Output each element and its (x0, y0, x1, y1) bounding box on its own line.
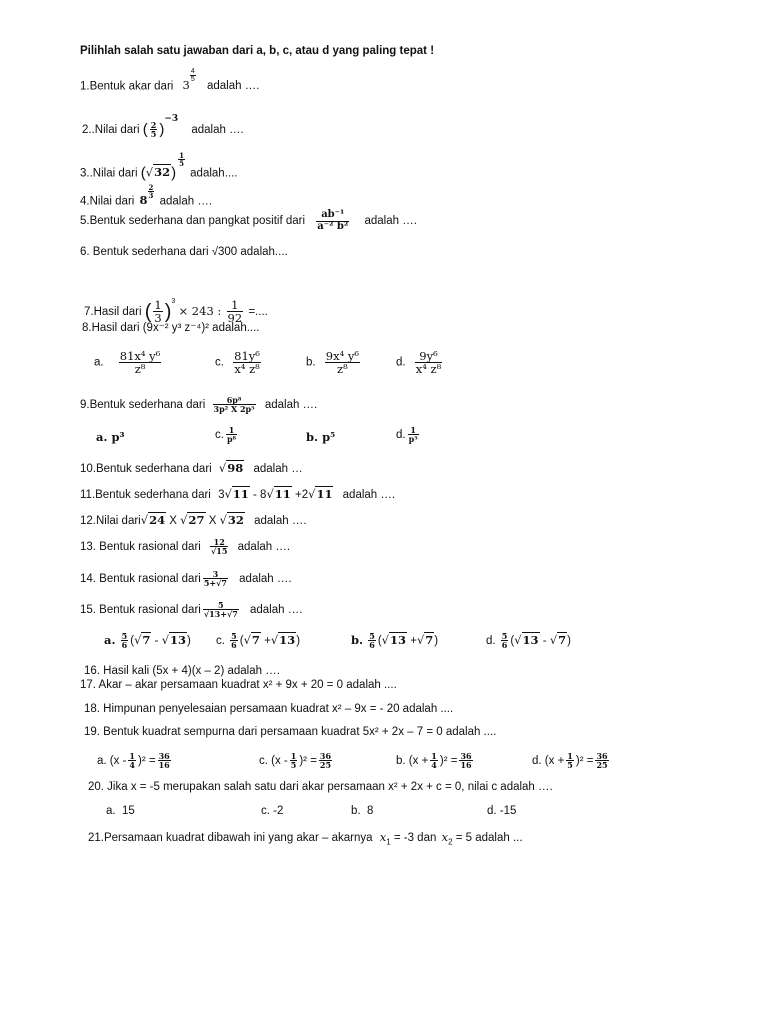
question-9-fraction: $\frac{\text{6p⁸}}{\text{3p² X 2p⁵}}$ (213, 395, 255, 415)
question-15-option-a-fraction: $\frac{5}{6}$ (121, 631, 128, 651)
question-15-lead: 15. Bentuk rasional dari (80, 603, 201, 616)
question-13-fraction: $\frac{12}{√15}$ (211, 537, 228, 557)
question-9-option-a: a. p³ (96, 430, 125, 444)
question-1-tail: adalah …. (206, 80, 260, 93)
question-9-lead: 9.Bentuk sederhana dari (80, 398, 206, 411)
question-15-option-d: d. $\frac{5}{6}$ (√13 - √7) (486, 631, 571, 651)
question-4-exponent: $\frac{2}{3}$ (148, 183, 154, 201)
question-1-lead: 1.Bentuk akar dari (80, 80, 174, 93)
question-15-fraction: $\frac{5}{√13+√7}$ (203, 600, 238, 620)
question-10-tail: adalah … (253, 463, 303, 475)
question-8: 8.Hasil dari (9x⁻² y³ z⁻⁴)² adalah.... (82, 322, 260, 334)
question-4-lead: 4.Nilai dari (80, 195, 135, 208)
question-9-option-c-fraction: $\frac{1}{\text{p⁸}}$ (226, 425, 237, 445)
question-12-lead: 12.Nilai dari (80, 515, 141, 527)
question-15-option-b-fraction: $\frac{5}{6}$ (369, 631, 375, 651)
question-9-option-d: d. $\frac{1}{\text{p⁵}}$ (396, 425, 418, 445)
question-8-option-a-fraction: $\frac{\text{81x⁴ y⁶}}{\text{z⁸}}$ (119, 349, 161, 377)
question-7: 7.Hasil dari ( $\frac{1}{3}$ )$^3$ × 243 : $\frac{1}{92}$ =.... (84, 298, 268, 326)
question-2-exponent: −3 (164, 114, 179, 124)
question-19-option-d: d. (x + $\frac{1}{5}$ )² = $\frac{36}{25}$ (532, 751, 608, 771)
question-13 (80, 538, 290, 556)
question-21: 21.Persamaan kuadrat dibawah ini yang akar – akarnya $x_1 = -3$ dan $x_2 = 5$ adalah ... (88, 830, 523, 847)
question-13-tail: adalah …. (237, 540, 291, 553)
question-8-option-d-fraction: $\frac{\text{9y⁶}}{\text{x⁴ z⁸}}$ (415, 349, 442, 377)
question-14-fraction: $\frac{3}{5+√7}$ (203, 569, 227, 589)
question-20: 20. Jika x = -5 merupakan salah satu dari akar persamaan x² + 2x + c = 0, nilai c adalah …. (88, 781, 553, 793)
question-9 (80, 396, 317, 414)
question-4-tail: adalah …. (159, 195, 213, 208)
question-9-option-b: b. p⁵ (306, 430, 336, 444)
question-7-lead: 7.Hasil dari (84, 306, 142, 318)
question-3-exponent: $\frac{1}{5}$ (179, 151, 184, 169)
question-8-option-d: d. $\frac{\text{9y⁶}}{\text{x⁴ z⁸}}$ (396, 349, 442, 377)
question-1-exponent: $\frac{4}{5}$ (190, 68, 195, 84)
question-19-option-c: c. (x - $\frac{1}{5}$ )² = $\frac{36}{25}$ (259, 751, 332, 771)
question-19-option-b: b. (x + $\frac{1}{4}$ )² = $\frac{36}{16}$ (396, 751, 472, 771)
question-4-base: 8 (139, 193, 148, 208)
question-8-option-b: b. $\frac{\text{9x⁴ y⁶}}{\text{z⁸}}$ (306, 349, 359, 377)
question-3-tail: adalah.... (190, 167, 238, 180)
question-14-lead: 14. Bentuk rasional dari (80, 572, 201, 585)
question-20-option-b: b. 8 (351, 805, 374, 817)
question-3-lead: 3..Nilai dari (80, 167, 138, 180)
question-9-option-d-fraction: $\frac{1}{\text{p⁵}}$ (408, 425, 418, 445)
question-5-tail: adalah …. (364, 215, 417, 228)
question-15-option-b: b. $\frac{5}{6}$ (√13 +√7) (351, 631, 439, 651)
question-15 (80, 601, 302, 619)
question-7-mid: × 243 : (178, 304, 222, 318)
instruction-heading: Pilihlah salah satu jawaban dari a, b, c, atau d yang paling tepat ! (80, 45, 435, 57)
question-17: 17. Akar – akar persamaan kuadrat x² + 9x + 20 = 0 adalah .... (80, 679, 397, 691)
question-2-tail: adalah …. (191, 124, 244, 136)
question-15-option-c: c. $\frac{5}{6}$ (√7 +√13) (216, 631, 301, 651)
question-10-radicand: 98 (227, 461, 244, 475)
question-20-option-a: a. 15 (106, 805, 135, 817)
question-19-option-a: a. (x - $\frac{1}{4}$ )² = $\frac{36}{16}$ (97, 751, 170, 771)
question-5-lead: 5.Bentuk sederhana dan pangkat positif dari (80, 215, 306, 228)
question-18: 18. Himpunan penyelesaian persamaan kuadrat x² – 9x = - 20 adalah .... (84, 703, 454, 715)
question-14 (80, 570, 292, 588)
question-10-lead: 10.Bentuk sederhana dari (80, 463, 212, 475)
question-15-option-a: a. $\frac{5}{6}$ (√7 - √13) (104, 631, 191, 651)
question-1 (80, 68, 259, 93)
question-3: 3..Nilai dari (√32) $\frac{1}{5}$ adalah.... (80, 151, 238, 182)
question-12-tail: adalah …. (254, 515, 307, 527)
question-2-fraction: $\frac{2}{5}$ (150, 120, 157, 140)
question-8-option-b-fraction: $\frac{\text{9x⁴ y⁶}}{\text{z⁸}}$ (325, 349, 359, 377)
question-2-lead: 2..Nilai dari (82, 124, 140, 136)
question-7-fraction-2: $\frac{1}{92}$ (227, 298, 243, 326)
question-9-option-c: c. $\frac{1}{\text{p⁸}}$ (215, 425, 237, 445)
question-15-option-c-fraction: $\frac{5}{6}$ (231, 631, 237, 651)
question-20-option-d: d. -15 (487, 805, 517, 817)
question-7-tail: =.... (248, 306, 268, 318)
question-7-fraction: $\frac{1}{3}$ (154, 298, 162, 326)
question-15-option-d-fraction: $\frac{5}{6}$ (501, 631, 508, 651)
question-20-option-c: c. -2 (261, 805, 284, 817)
question-7-exponent: 3 (171, 298, 176, 305)
question-8-option-c-fraction: $\frac{\text{81y⁶}}{\text{x⁴ z⁸}}$ (234, 349, 260, 377)
question-1-base: 3 (182, 78, 190, 93)
question-16: 16. Hasil kali (5x + 4)(x – 2) adalah …. (84, 665, 280, 677)
question-4 (80, 184, 212, 208)
question-2: 2..Nilai dari ( $\frac{2}{5}$ )$^{-3}$ adalah …. (82, 114, 244, 140)
question-12: 12.Nilai dari√24 X √27 X √32 adalah …. (80, 513, 307, 527)
question-19: 19. Bentuk kuadrat sempurna dari persamaan kuadrat 5x² + 2x – 7 = 0 adalah .... (84, 726, 497, 738)
question-11-lead: 11.Bentuk sederhana dari (80, 489, 211, 501)
question-8-option-c: c. $\frac{\text{81y⁶}}{\text{x⁴ z⁸}}$ (215, 349, 260, 377)
question-13-lead: 13. Bentuk rasional dari (80, 540, 201, 553)
question-5-fraction: $\frac{\text{ab⁻¹}}{\text{a⁻² b²}}$ (317, 209, 349, 232)
question-10: 10.Bentuk sederhana dari √98 adalah … (80, 461, 303, 475)
question-15-tail: adalah …. (249, 603, 303, 616)
question-11-tail: adalah …. (342, 489, 396, 501)
question-14-tail: adalah …. (239, 572, 292, 585)
question-21-lead: 21.Persamaan kuadrat dibawah ini yang akar – akarnya (88, 832, 373, 844)
question-11: 11.Bentuk sederhana dari 3√11 - 8√11 +2√11 adalah …. (80, 487, 396, 501)
question-9-tail: adalah …. (264, 398, 318, 411)
question-6: 6. Bentuk sederhana dari √300 adalah.... (80, 246, 288, 258)
question-5 (80, 210, 417, 232)
question-3-radicand: 32 (154, 165, 171, 180)
question-8-option-a: a. $\frac{\text{81x⁴ y⁶}}{\text{z⁸}}$ (94, 349, 161, 377)
